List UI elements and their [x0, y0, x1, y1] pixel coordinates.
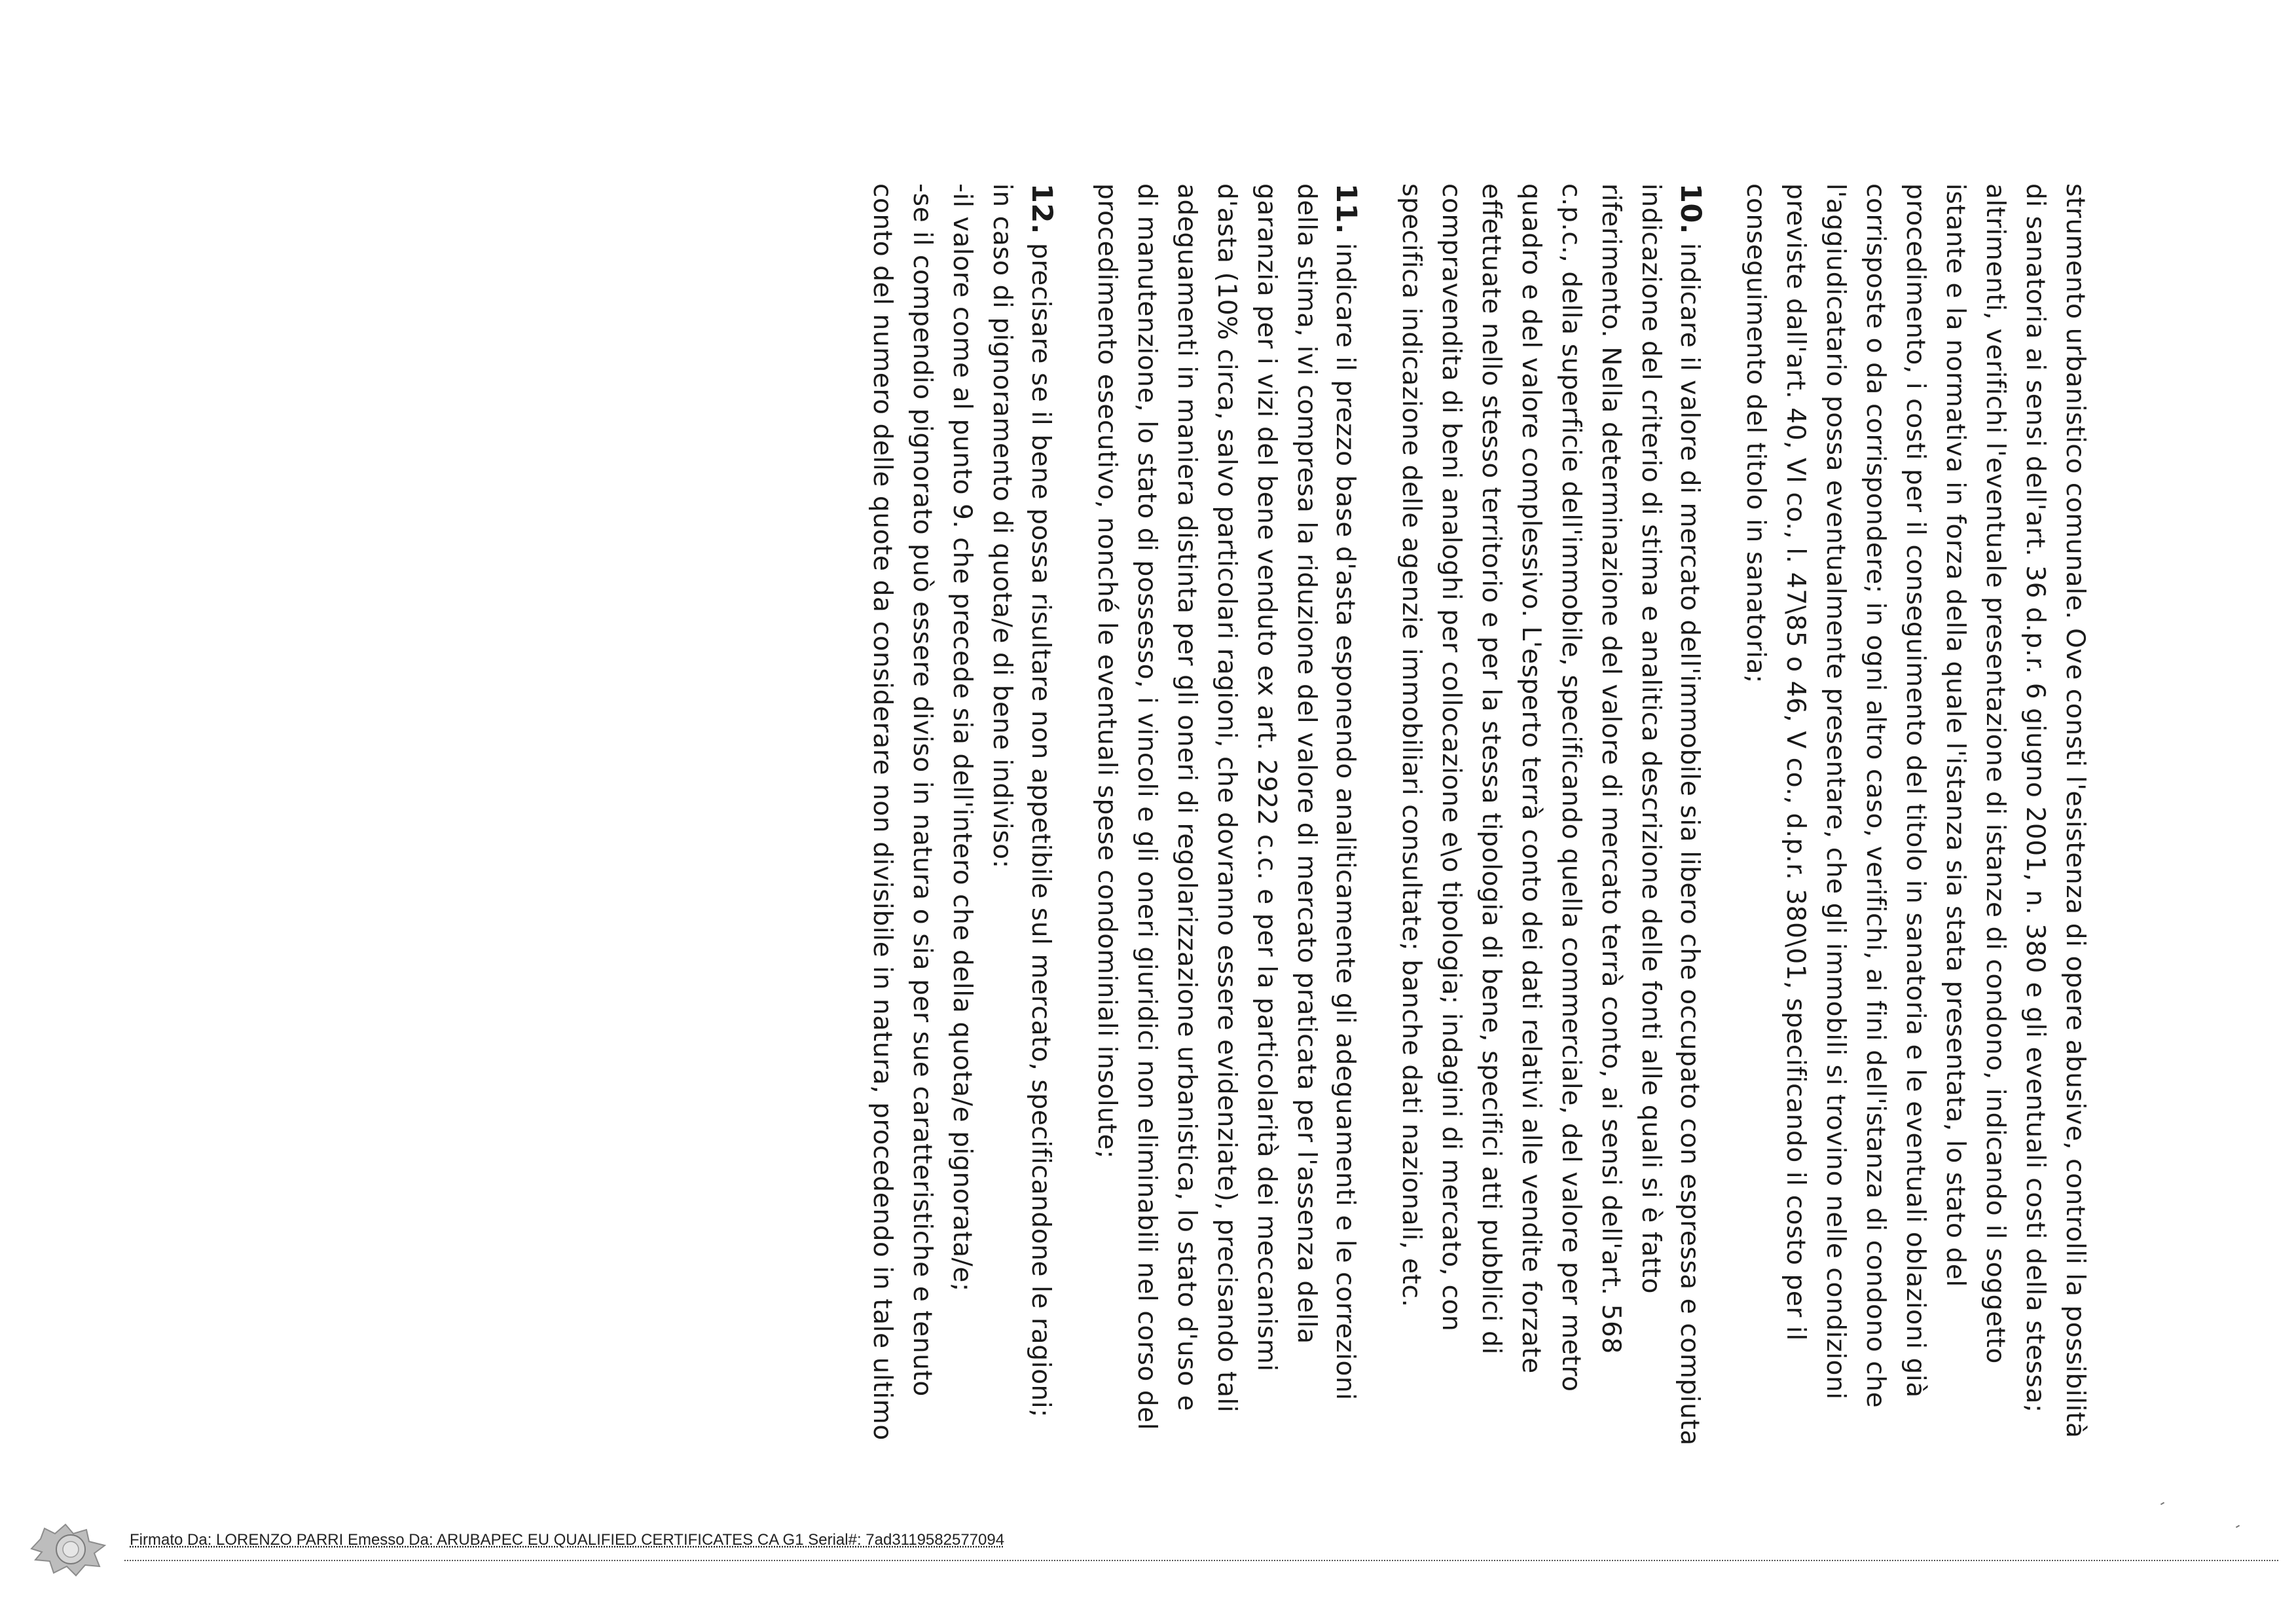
- line-text: della stima, ivi compresa la riduzione del valore di mercato praticata per l'assenza della: [1292, 183, 1321, 1344]
- text-line: [1935, 183, 1975, 1287]
- text-line: [1895, 183, 1935, 1398]
- line-text: garanzia per i vizi del bene venduto ex art. 2922 c.c. e per la particolarità dei meccanismi: [1252, 183, 1281, 1372]
- line-text: c.p.c., della superficie dell'immobile, specificando quella commerciale, del valore per metro: [1556, 183, 1586, 1392]
- text-line: [2055, 183, 2094, 1439]
- line-text: corrisposte o da corrispondere; in ogni altro caso, verifichi, ai fini dell'istanza di condono che: [1861, 183, 1890, 1409]
- text-line: [1671, 183, 1710, 1446]
- line-text: precisare se il bene possa risultare non appetibile sul mercato, specificandone le ragioni;: [1026, 234, 1055, 1418]
- line-text: specifica indicazione delle agenzie immobiliari consultate; banche dati nazionali, etc.: [1396, 183, 1426, 1308]
- line-text: quadro e del valore complessivo. L'esperto terrà conto dei dati relativi alle vendite forzate: [1516, 183, 1546, 1374]
- line-text: riferimento. Nella determinazione del valore di mercato terrà conto, ai sensi dell'art. 568: [1596, 183, 1626, 1354]
- line-text: procedimento, i costi per il conseguimento del titolo in sanatoria e le eventuali oblazioni già: [1901, 183, 1930, 1398]
- text-line: [1776, 183, 1815, 1341]
- line-text: strumento urbanistico comunale. Ove consti l'esistenza di opere abusive, controlli la possibilità: [2060, 183, 2090, 1439]
- document-body: [209, 157, 2114, 1467]
- paragraph-number: 10.: [1674, 183, 1707, 234]
- text-line: [1391, 183, 1430, 1308]
- text-line: [1551, 183, 1590, 1392]
- paragraph-number: 12.: [1025, 183, 1058, 234]
- digital-signature-text: Firmato Da: LORENZO PARRI Emesso Da: ARUBAPEC EU QUALIFIED CERTIFICATES CA G1 Serial#: 7ad3119582577094: [130, 1531, 1005, 1549]
- line-text: effettuate nello stesso territorio e per la stessa tipologia di bene, specifici atti pubblici di: [1476, 183, 1506, 1355]
- line-text: indicare il prezzo base d'asta esponendo analiticamente gli adeguamenti e le correzioni: [1330, 234, 1360, 1401]
- line-text: istante e la normativa in forza della quale l'istanza sia stata presentata, lo stato del: [1941, 183, 1970, 1287]
- text-line: [1591, 183, 1630, 1354]
- text-line: [1326, 183, 1366, 1401]
- text-line: [1127, 183, 1166, 1430]
- scan-speck: [2160, 1502, 2164, 1505]
- line-text: compravendita di beni analoghi per collocazione e\o tipologia; indagini di mercato, con: [1436, 183, 1466, 1332]
- text-line: [1286, 183, 1326, 1344]
- seal-icon: [26, 1519, 111, 1578]
- line-text: altrimenti, verifichi l'eventuale presentazione di istanze di condono, indicando il soggetto: [1980, 183, 2010, 1364]
- text-line: [1431, 183, 1470, 1331]
- text-line: [1631, 183, 1670, 1294]
- text-line: [1022, 183, 1061, 1418]
- text-line: [1855, 183, 1895, 1408]
- line-text: indicazione del criterio di stima e analitica descrizione delle fonti alle quali si è fatto: [1636, 183, 1666, 1294]
- signature-footer: [26, 1519, 2278, 1578]
- text-line: [1471, 183, 1510, 1355]
- text-line: [862, 183, 902, 1441]
- text-line: [1087, 183, 1126, 1159]
- text-line: [982, 183, 1021, 868]
- text-line: [942, 183, 981, 1292]
- text-line: [1207, 183, 1246, 1412]
- line-text: di sanatoria ai sensi dell'art. 36 d.p.r. 6 giugno 2001, n. 380 e gli eventuali costi della stessa;: [2020, 183, 2050, 1413]
- line-text: indicare il valore di mercato dell'immobile sia libero che occupato con espressa e compiuta: [1675, 234, 1704, 1446]
- line-text: conseguimento del titolo in sanatoria;: [1741, 183, 1770, 684]
- text-line: [902, 183, 941, 1397]
- line-text: di manutenzione, lo stato di possesso, i vincoli e gli oneri giuridici non eliminabili nel corso del: [1132, 183, 1161, 1431]
- text-line: [1736, 183, 1775, 684]
- line-text: previste dall'art. 40, VI co., l. 47\85 o 46, V co., d.p.r. 380\01, specificando il costo per il: [1781, 183, 1810, 1341]
- line-text: conto del numero delle quote da considerare non divisibile in natura, procedendo in tale ultimo: [867, 183, 897, 1441]
- line-text: d'asta (10% circa, salvo particolari ragioni, che dovranno essere evidenziate), precisando tali: [1212, 183, 1241, 1413]
- paragraph-number: 11.: [1330, 183, 1362, 234]
- line-text: -il valore come al punto 9. che precede sia dell'intero che della quota/e pignorata/e;: [947, 183, 977, 1292]
- line-text: procedimento esecutivo, nonché le eventuali spese condominiali insolute;: [1092, 183, 1121, 1159]
- line-text: -se il compendio pignorato può essere diviso in natura o sia per sue caratteristiche e tenuto: [907, 183, 937, 1397]
- text-line: [1815, 183, 1855, 1400]
- line-text: adeguamenti in maniera distinta per gli oneri di regolarizzazione urbanistica, lo stato d'uso e: [1172, 183, 1201, 1412]
- footer-divider: [124, 1560, 2278, 1561]
- text-line: [1975, 183, 2014, 1364]
- text-line: [1167, 183, 1206, 1411]
- line-text: in caso di pignoramento di quota/e di bene indiviso:: [987, 183, 1017, 869]
- text-line: [1511, 183, 1550, 1374]
- line-text: l'aggiudicatario possa eventualmente presentare, che gli immobili si trovino nelle condizioni: [1821, 183, 1850, 1400]
- text-line: [2015, 183, 2054, 1413]
- text-line: [1247, 183, 1286, 1372]
